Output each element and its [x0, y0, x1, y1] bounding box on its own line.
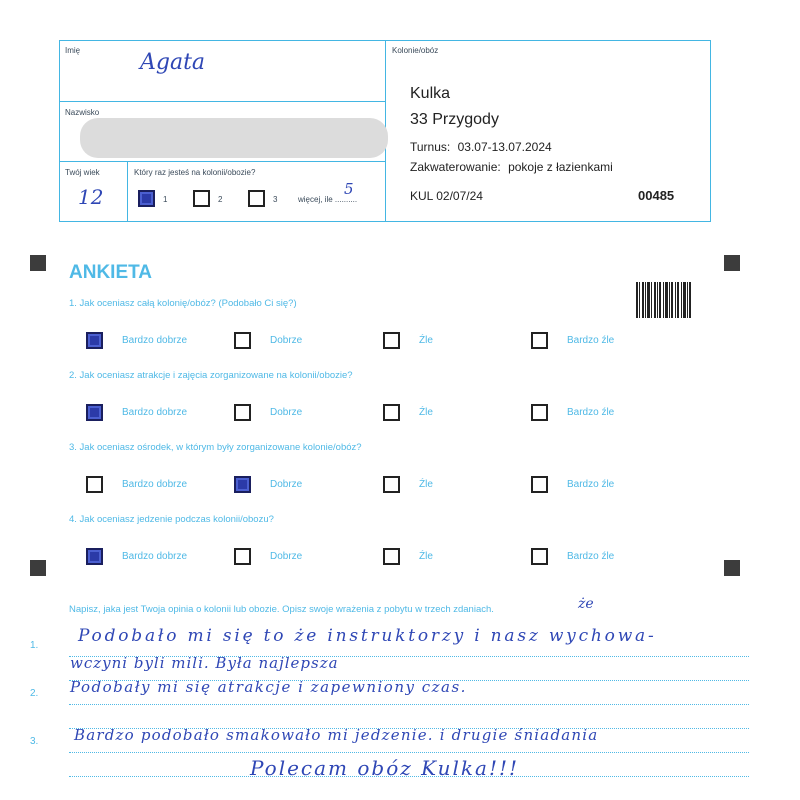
question-3-option-label-1: Bardzo dobrze	[122, 479, 188, 490]
handwritten-line-1b: wczyni byli mili. Była najlepsza	[70, 654, 339, 672]
question-1-checkbox-3[interactable]	[383, 332, 400, 349]
question-1-option-label-4: Bardzo źle	[567, 335, 615, 346]
barcode	[636, 282, 692, 318]
handwritten-line-2: Podobały mi się atrakcje i zapewniony czas.	[70, 678, 467, 696]
question-1-option-label-1: Bardzo dobrze	[122, 335, 188, 346]
question-1-checkbox-1[interactable]	[86, 332, 103, 349]
ktory-raz-opt2: 2	[218, 195, 223, 204]
ktory-raz-opt1: 1	[163, 195, 168, 204]
question-4-checkbox-3[interactable]	[383, 548, 400, 565]
handwritten-line-1: Podobało mi się to że instruktorzy i nasz wychowa-	[78, 626, 657, 646]
question-1-checkbox-4[interactable]	[531, 332, 548, 349]
camp-code: KUL 02/07/24	[410, 189, 483, 203]
question-1-text: 1. Jak oceniasz całą kolonię/obóz? (Podobało Ci się?)	[69, 298, 297, 309]
nazwisko-redacted	[80, 118, 388, 158]
question-3-text: 3. Jak oceniasz ośrodek, w którym były zorganizowane kolonie/obóz?	[69, 442, 362, 453]
handwritten-line-3: Bardzo podobało smakowało mi jedzenie. i drugie śniadania	[74, 726, 599, 744]
opinion-row-number-3: 3.	[30, 736, 39, 747]
zakwaterowanie-value: pokoje z łazienkami	[508, 160, 613, 174]
question-3-option-label-4: Bardzo źle	[567, 479, 615, 490]
question-4-checkbox-4[interactable]	[531, 548, 548, 565]
ktory-raz-checkbox-3[interactable]	[248, 190, 265, 207]
wiecej-label: więcej, ile ..........	[298, 195, 358, 204]
question-4-option-label-4: Bardzo źle	[567, 551, 615, 562]
zakwaterowanie-row	[410, 160, 613, 174]
question-4-text: 4. Jak oceniasz jedzenie podczas kolonii/obozu?	[69, 514, 274, 525]
question-2-text: 2. Jak oceniasz atrakcje i zajęcia zorganizowane na kolonii/obozie?	[69, 370, 353, 381]
question-4-option-label-3: Źle	[419, 551, 433, 562]
question-2-option-label-3: Źle	[419, 407, 433, 418]
camp-program: 33 Przygody	[410, 111, 499, 128]
question-1-checkbox-2[interactable]	[234, 332, 251, 349]
registration-marker-top-right	[724, 255, 740, 271]
handwritten-line-4: Polecam obóz Kulka!!!	[250, 756, 520, 780]
camp-name: Kulka	[410, 85, 451, 102]
wiecej-value: 5	[344, 180, 354, 198]
opinion-row-number-2: 2.	[30, 688, 39, 699]
wiek-label: Twój wiek	[65, 168, 100, 177]
turnus-value: 03.07-13.07.2024	[457, 140, 552, 154]
writing-line-3	[69, 704, 749, 705]
registration-marker-top-left	[30, 255, 46, 271]
header-divider-1	[59, 101, 385, 102]
wiek-value: 12	[78, 185, 104, 209]
question-3-option-label-2: Dobrze	[270, 479, 303, 490]
question-2-checkbox-2[interactable]	[234, 404, 251, 421]
header-divider-2	[59, 161, 385, 162]
question-2-checkbox-4[interactable]	[531, 404, 548, 421]
question-1-option-label-2: Dobrze	[270, 335, 303, 346]
form-number: 00485	[638, 188, 675, 203]
nazwisko-label: Nazwisko	[65, 108, 100, 117]
question-2-option-label-4: Bardzo źle	[567, 407, 615, 418]
header-divider-3	[127, 161, 128, 222]
question-1-option-label-3: Źle	[419, 335, 433, 346]
question-4-option-label-1: Bardzo dobrze	[122, 551, 188, 562]
writing-line-5	[69, 752, 749, 753]
question-4-option-label-2: Dobrze	[270, 551, 303, 562]
imie-label: Imię	[65, 46, 81, 55]
question-3-checkbox-4[interactable]	[531, 476, 548, 493]
question-3-option-label-3: Źle	[419, 479, 433, 490]
registration-marker-bottom-left	[30, 560, 46, 576]
question-4-checkbox-2[interactable]	[234, 548, 251, 565]
imie-value: Agata	[140, 50, 206, 75]
ktory-raz-checkbox-1[interactable]	[138, 190, 155, 207]
question-2-checkbox-3[interactable]	[383, 404, 400, 421]
registration-marker-bottom-right	[724, 560, 740, 576]
kolonie-label: Kolonie/obóz	[392, 46, 439, 55]
question-2-option-label-2: Dobrze	[270, 407, 303, 418]
turnus-row	[410, 140, 552, 154]
question-3-checkbox-2[interactable]	[234, 476, 251, 493]
ktory-raz-label: Który raz jesteś na kolonii/obozie?	[134, 168, 256, 177]
question-3-checkbox-3[interactable]	[383, 476, 400, 493]
zakwaterowanie-label: Zakwaterowanie:	[410, 160, 501, 174]
question-2-option-label-1: Bardzo dobrze	[122, 407, 188, 418]
turnus-label: Turnus:	[410, 140, 451, 154]
question-2-checkbox-1[interactable]	[86, 404, 103, 421]
question-4-checkbox-1[interactable]	[86, 548, 103, 565]
handwritten-insert-ze: że	[578, 596, 594, 612]
opinion-row-number-1: 1.	[30, 640, 39, 651]
opinion-prompt: Napisz, jaka jest Twoja opinia o kolonii lub obozie. Opisz swoje wrażenia z pobytu w trzech zdaniach.	[69, 604, 494, 615]
question-3-checkbox-1[interactable]	[86, 476, 103, 493]
ktory-raz-checkbox-2[interactable]	[193, 190, 210, 207]
ktory-raz-opt3: 3	[273, 195, 278, 204]
survey-title: ANKIETA	[69, 262, 153, 283]
